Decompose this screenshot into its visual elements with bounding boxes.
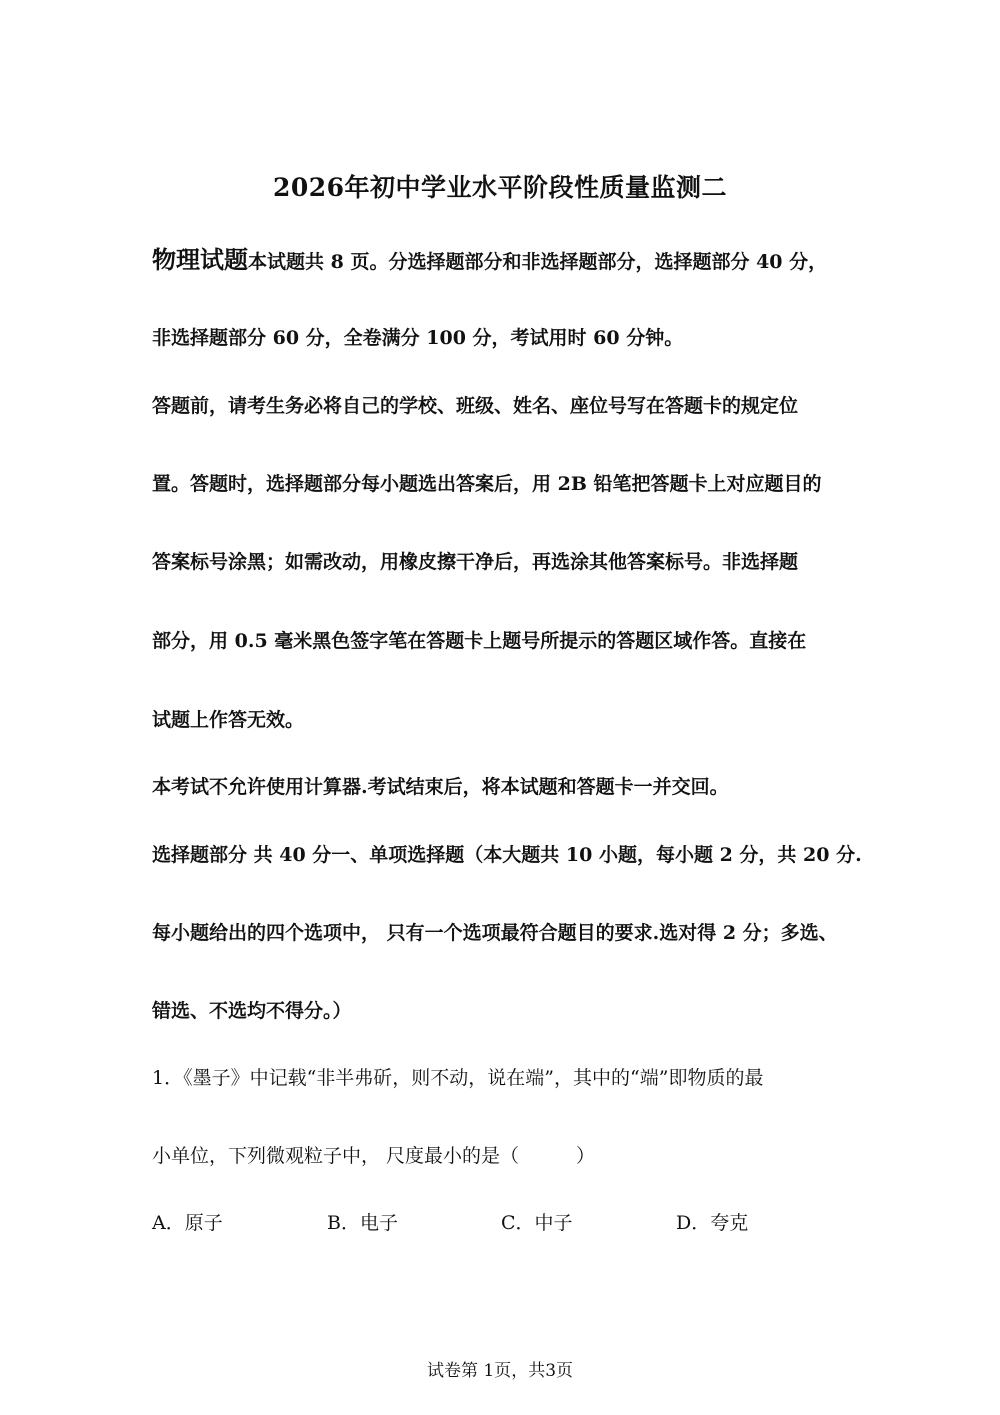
question-1-line-1: 1．《墨子》中记载“非半弗斫，则不动，说在端”，其中的“端”即物质的最 — [152, 1067, 764, 1089]
section-line-1: 选择题部分 共 40 分一、单项选择题（本大题共 10 小题，每小题 2 分，共 20 分. — [152, 844, 862, 866]
section-line-2: 每小题给出的四个选项中， 只有一个选项最符合题目的要求.选对得 2 分；多选、 — [152, 922, 838, 944]
page-footer: 试卷第 1页，共3页 — [426, 1361, 574, 1381]
exam-title: 2026年初中学业水平阶段性质量监测二 — [272, 173, 728, 202]
instruction-line-5: 试题上作答无效。 — [152, 709, 305, 731]
intro-line-1-text: 本试题共 8 页。分选择题部分和非选择题部分，选择题部分 40 分， — [248, 251, 828, 273]
intro-line-1 — [152, 240, 872, 275]
instruction-line-4: 部分，用 0.5 毫米黑色签字笔在答题卡上题号所提示的答题区域作答。直接在 — [152, 630, 807, 652]
option-b: B．电子 — [327, 1212, 398, 1234]
option-c: C．中子 — [501, 1212, 573, 1234]
option-a: A．原子 — [152, 1212, 223, 1234]
intro-line-2: 非选择题部分 60 分，全卷满分 100 分，考试用时 60 分钟。 — [152, 327, 684, 349]
option-d: D．夸克 — [676, 1212, 749, 1234]
section-line-3: 错选、不选均不得分。） — [152, 1000, 352, 1022]
question-1-line-2: 小单位，下列微观粒子中， 尺度最小的是（ ） — [152, 1145, 596, 1167]
instruction-line-1: 答题前，请考生务必将自己的学校、班级、姓名、座位号写在答题卡的规定位 — [152, 395, 799, 417]
instruction-line-2: 置。答题时，选择题部分每小题选出答案后，用 2B 铅笔把答题卡上对应题目的 — [152, 473, 822, 495]
instruction-line-3: 答案标号涂黑；如需改动，用橡皮擦干净后，再选涂其他答案标号。非选择题 — [152, 551, 799, 573]
subject-name: 物理试题 — [152, 245, 248, 274]
instruction-line-6: 本考试不允许使用计算器.考试结束后，将本试题和答题卡一并交回。 — [152, 776, 729, 798]
